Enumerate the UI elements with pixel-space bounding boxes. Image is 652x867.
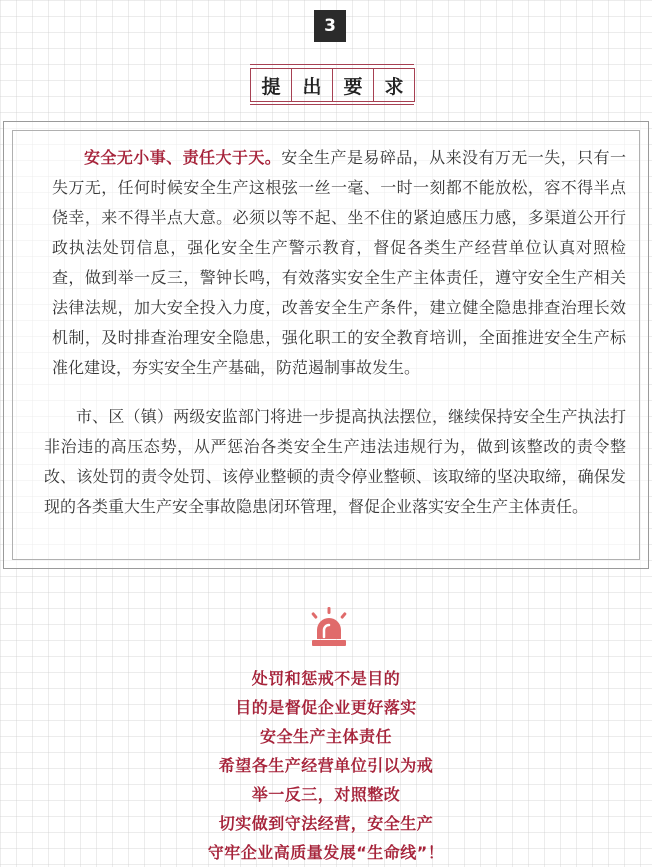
section-title — [250, 62, 414, 108]
slogan-line: 希望各生产经营单位引以为戒 — [218, 756, 434, 775]
slogan-line: 举一反三，对照整改 — [251, 785, 401, 804]
slogan-line: 切实做到守法经营，安全生产 — [218, 814, 434, 833]
paragraph-2: 市、区（镇）两级安监部门将进一步提高执法摆位，继续保持安全生产执法打非治违的高压态势，从严惩治各类安全生产违法违规行为，做到该整改的责令整改、该处罚的责令处罚、该停业整顿的责令停业整顿、该取缔的坚决取缔，确保发现的各类重大生产安全事故隐患闭环管理，督促企业落实安全生产主体责任。 — [44, 407, 626, 516]
slogan-block — [0, 664, 652, 867]
slogan-line: 处罚和惩戒不是目的 — [251, 669, 401, 688]
alarm-light-icon — [306, 606, 352, 648]
slogan-line: 安全生产主体责任 — [259, 727, 392, 746]
title-char: 提 — [250, 68, 292, 102]
slogan-line: 守牢企业高质量发展“生命线”！ — [207, 843, 445, 862]
paragraph-1-body: 安全生产是易碎品，从来没有万无一失，只有一失万无，任何时候安全生产这根弦一丝一毫、一时一刻都不能放松，容不得半点侥幸，来不得半点大意。必须以等不起、坐不住的紧迫感压力感，多渠道公开行政执法处罚信息，强化安全生产警示教育，督促各类生产经营单位认真对照检查，做到举一反三，警钟长鸣，有效落实安全生产主体责任，遵守安全生产相关法律法规，加大安全投入力度，改善安全生产条件，建立健全隐患排查治理长效机制，及时排查治理安全隐患，强化职工的安全教育培训，全面推进安全生产标准化建设，夯实安全生产基础，防范遏制事故发生。 — [52, 148, 626, 377]
title-char: 要 — [332, 68, 374, 102]
section-number-badge: 3 — [314, 10, 346, 42]
slogan-line: 目的是督促企业更好落实 — [235, 698, 417, 717]
title-char: 出 — [291, 68, 333, 102]
title-char: 求 — [373, 68, 415, 102]
paragraph-1-highlight: 安全无小事、责任大于天。 — [84, 148, 282, 167]
title-char-row — [250, 68, 414, 102]
title-bottom-rule — [250, 104, 414, 105]
paragraph-1 — [52, 143, 626, 383]
title-top-rule — [250, 64, 414, 65]
